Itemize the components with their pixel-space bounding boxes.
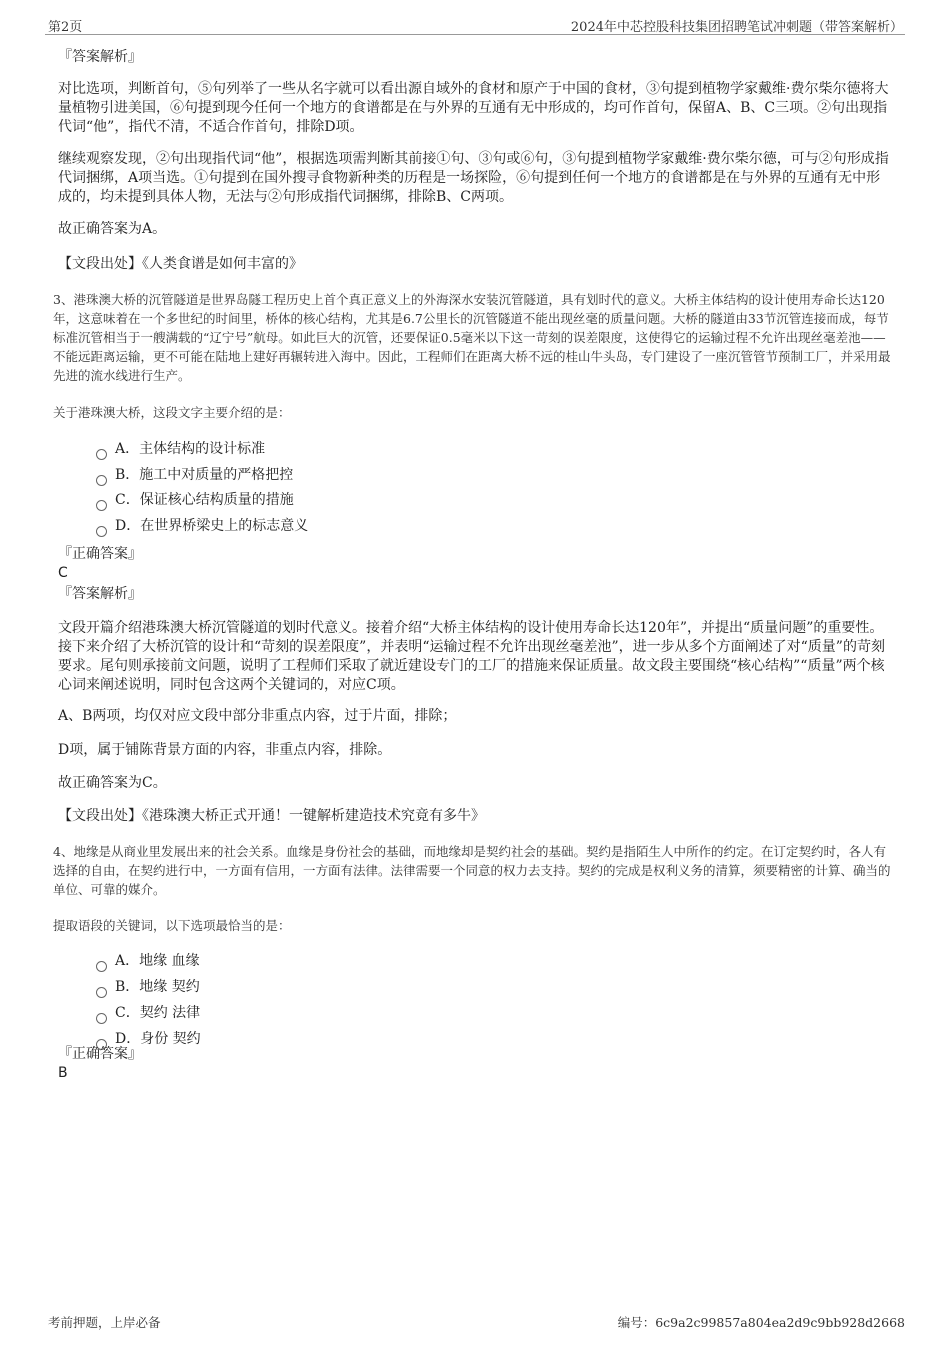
page-number: 第2页	[48, 20, 83, 35]
page-header	[45, 14, 905, 35]
radio-icon[interactable]	[96, 500, 107, 511]
option-a[interactable]: A．地缘 血缘	[96, 951, 200, 971]
option-d[interactable]: D．在世界桥梁史上的标志意义	[96, 516, 308, 536]
analysis-label: 『答案解析』	[58, 586, 142, 602]
analysis-paragraph: A、B两项，均仅对应文段中部分非重点内容，过于片面，排除；	[58, 708, 457, 724]
radio-icon[interactable]	[96, 449, 107, 460]
option-a[interactable]: A．主体结构的设计标准	[96, 439, 265, 459]
analysis-paragraph: 文段开篇介绍港珠澳大桥沉管隧道的划时代意义。接着介绍“大桥主体结构的设计使用寿命长达120年”，并提出“质量问题”的重要性。接下来介绍了大桥沉管的设计和“苛刻的误差限度”，并表明“运输过程不允许出现丝毫差池”，进一步从多个方面阐述了对“质量”的苛刻要求。尾句则承接前文问题，说明了工程师们采取了就近建设专门的工厂的措施来保证质量。故文段主要围绕“核心结构”“质量”两个核心词来阐述说明，同时包含这两个关键词的，对应C项。	[58, 620, 885, 693]
document-title: 2024年中芯控股科技集团招聘笔试冲刺题（带答案解析）	[570, 20, 903, 35]
option-b[interactable]: B．施工中对质量的严格把控	[96, 465, 293, 485]
question-4-prompt: 提取语段的关键词，以下选项最恰当的是：	[53, 918, 291, 933]
answer-statement: 故正确答案为C。	[58, 775, 167, 791]
option-b[interactable]: B．地缘 契约	[96, 977, 200, 997]
correct-answer-label: 『正确答案』	[58, 1046, 142, 1062]
analysis-label: 『答案解析』	[58, 49, 142, 65]
correct-answer-label: 『正确答案』	[58, 546, 142, 562]
radio-icon[interactable]	[96, 475, 107, 486]
radio-icon[interactable]	[96, 961, 107, 972]
correct-answer: C	[58, 565, 68, 581]
radio-icon[interactable]	[96, 987, 107, 998]
answer-statement: 故正确答案为A。	[58, 221, 167, 237]
correct-answer: B	[58, 1065, 68, 1081]
analysis-paragraph: 继续观察发现，②句出现指代词“他”，根据选项需判断其前接①句、③句或⑥句，③句提到植物学家戴维·费尔柴尔德，可与②句形成指代词捆绑，A项当选。①句提到在国外搜寻食物新种类的历程是一场探险，⑥句提到任何一个地方的食谱都是在与外界的互通有无中形成的，均未提到具体人物，无法与②句形成指代词捆绑，排除B、C两项。	[58, 151, 889, 205]
analysis-paragraph: 对比选项，判断首句，⑤句列举了一些从名字就可以看出源自域外的食材和原产于中国的食材，③句提到植物学家戴维·费尔柴尔德将大量植物引进美国，⑥句提到现今任何一个地方的食谱都是在与外界的互通有无中形成的，均可作首句，保留A、B、C三项。②句出现指代词“他”，指代不清，不适合作首句，排除D项。	[58, 81, 889, 135]
footer-slogan: 考前押题，上岸必备	[48, 1315, 161, 1330]
question-3-prompt: 关于港珠澳大桥，这段文字主要介绍的是：	[53, 405, 291, 420]
source-citation: 【文段出处】《人类食谱是如何丰富的》	[58, 256, 303, 272]
document-id: 编号：6c9a2c99857a804ea2d9c9bb928d2668	[617, 1315, 905, 1330]
analysis-paragraph: D项，属于铺陈背景方面的内容，非重点内容，排除。	[58, 742, 392, 758]
option-d[interactable]: D．身份 契约	[96, 1029, 201, 1049]
radio-icon[interactable]	[96, 526, 107, 537]
question-3-text: 3、港珠澳大桥的沉管隧道是世界岛隧工程历史上首个真正意义上的外海深水安装沉管隧道，具有划时代的意义。大桥主体结构的设计使用寿命长达120年，这意味着在一个多世纪的时间里，桥体的核心结构，尤其是6.7公里长的沉管隧道不能出现丝毫的质量问题。大桥的隧道由33节沉管连接而成，每节标准沉管相当于一艘满载的“辽宁号”航母。如此巨大的沉管，还要保证0.5毫米以下这一苛刻的误差限度，这使得它的运输过程不允许出现丝毫差池——不能远距离运输，更不可能在陆地上建好再辗转进入海中。因此，工程师们在距离大桥不远的桂山牛头岛，专门建设了一座沉管管节预制工厂，并采用最先进的流水线进行生产。	[53, 292, 891, 383]
question-4-text: 4、地缘是从商业里发展出来的社会关系。血缘是身份社会的基础，而地缘却是契约社会的基础。契约是指陌生人中所作的约定。在订定契约时，各人有选择的自由，在契约进行中，一方面有信用，一方面有法律。法律需要一个同意的权力去支持。契约的完成是权利义务的清算，须要精密的计算、确当的单位、可靠的媒介。	[53, 844, 891, 897]
source-citation: 【文段出处】《港珠澳大桥正式开通！一键解析建造技术究竟有多牛》	[58, 808, 485, 824]
option-c[interactable]: C．保证核心结构质量的措施	[96, 490, 294, 510]
option-c[interactable]: C．契约 法律	[96, 1003, 200, 1023]
radio-icon[interactable]	[96, 1013, 107, 1024]
